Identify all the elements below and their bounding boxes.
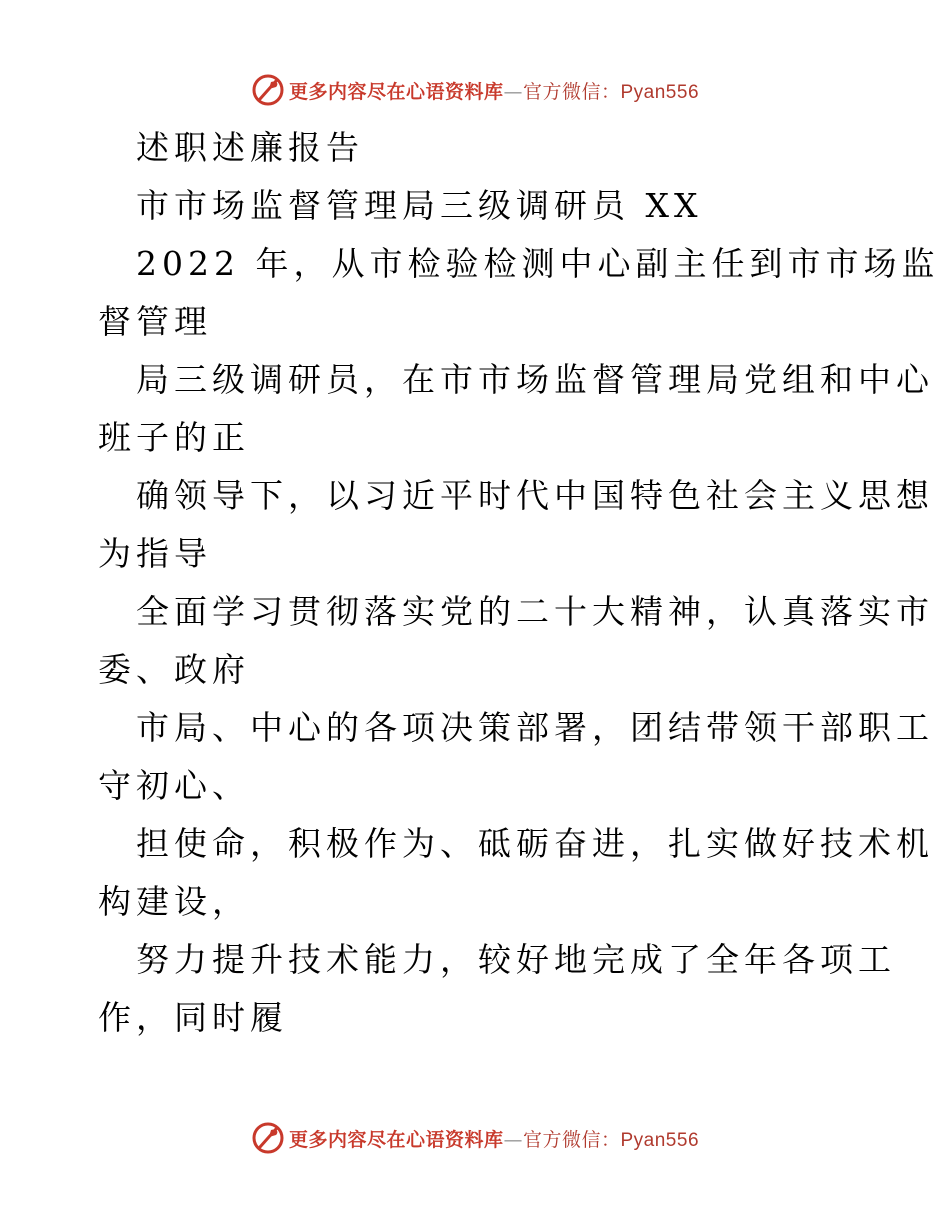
watermark-dash: — [503, 80, 523, 103]
watermark-brand: 更多内容尽在心语资料库 [288, 1128, 504, 1151]
paragraph-line: 班子的正 [98, 418, 250, 457]
document-author: 市市场监督管理局三级调研员 XX [136, 186, 703, 225]
paragraph-line: 守初心、 [98, 766, 250, 805]
paragraph-line: 局三级调研员，在市市场监督管理局党组和中心 [136, 360, 934, 399]
quill-logo-icon [251, 73, 285, 107]
watermark-wechat-id: Pyan556 [620, 1129, 700, 1151]
paragraph-line: 督管理 [98, 302, 212, 341]
watermark-label: 官方微信： [522, 1128, 621, 1151]
paragraph-line: 作，同时履 [98, 998, 288, 1037]
watermark-dash: — [503, 1128, 523, 1151]
quill-logo-icon [251, 1121, 285, 1155]
paragraph-line: 构建设， [98, 882, 250, 921]
paragraph-line: 市局、中心的各项决策部署，团结带领干部职工 [136, 708, 934, 747]
paragraph-line: 确领导下，以习近平时代中国特色社会主义思想 [136, 476, 934, 515]
watermark-wechat-id: Pyan556 [620, 81, 700, 103]
paragraph-line: 2022 年，从市检验检测中心副主任到市市场监 [136, 244, 940, 283]
document-title: 述职述廉报告 [136, 128, 364, 167]
watermark-brand: 更多内容尽在心语资料库 [288, 80, 504, 103]
paragraph-line: 委、政府 [98, 650, 250, 689]
paragraph-line: 为指导 [98, 534, 212, 573]
watermark-label: 官方微信： [522, 80, 621, 103]
paragraph-line: 全面学习贯彻落实党的二十大精神，认真落实市 [136, 592, 934, 631]
paragraph-line: 担使命，积极作为、砥砺奋进，扎实做好技术机 [136, 824, 934, 863]
footer-watermark [0, 1118, 950, 1158]
paragraph-line: 努力提升技术能力，较好地完成了全年各项工 [136, 940, 896, 979]
header-watermark [0, 70, 950, 110]
